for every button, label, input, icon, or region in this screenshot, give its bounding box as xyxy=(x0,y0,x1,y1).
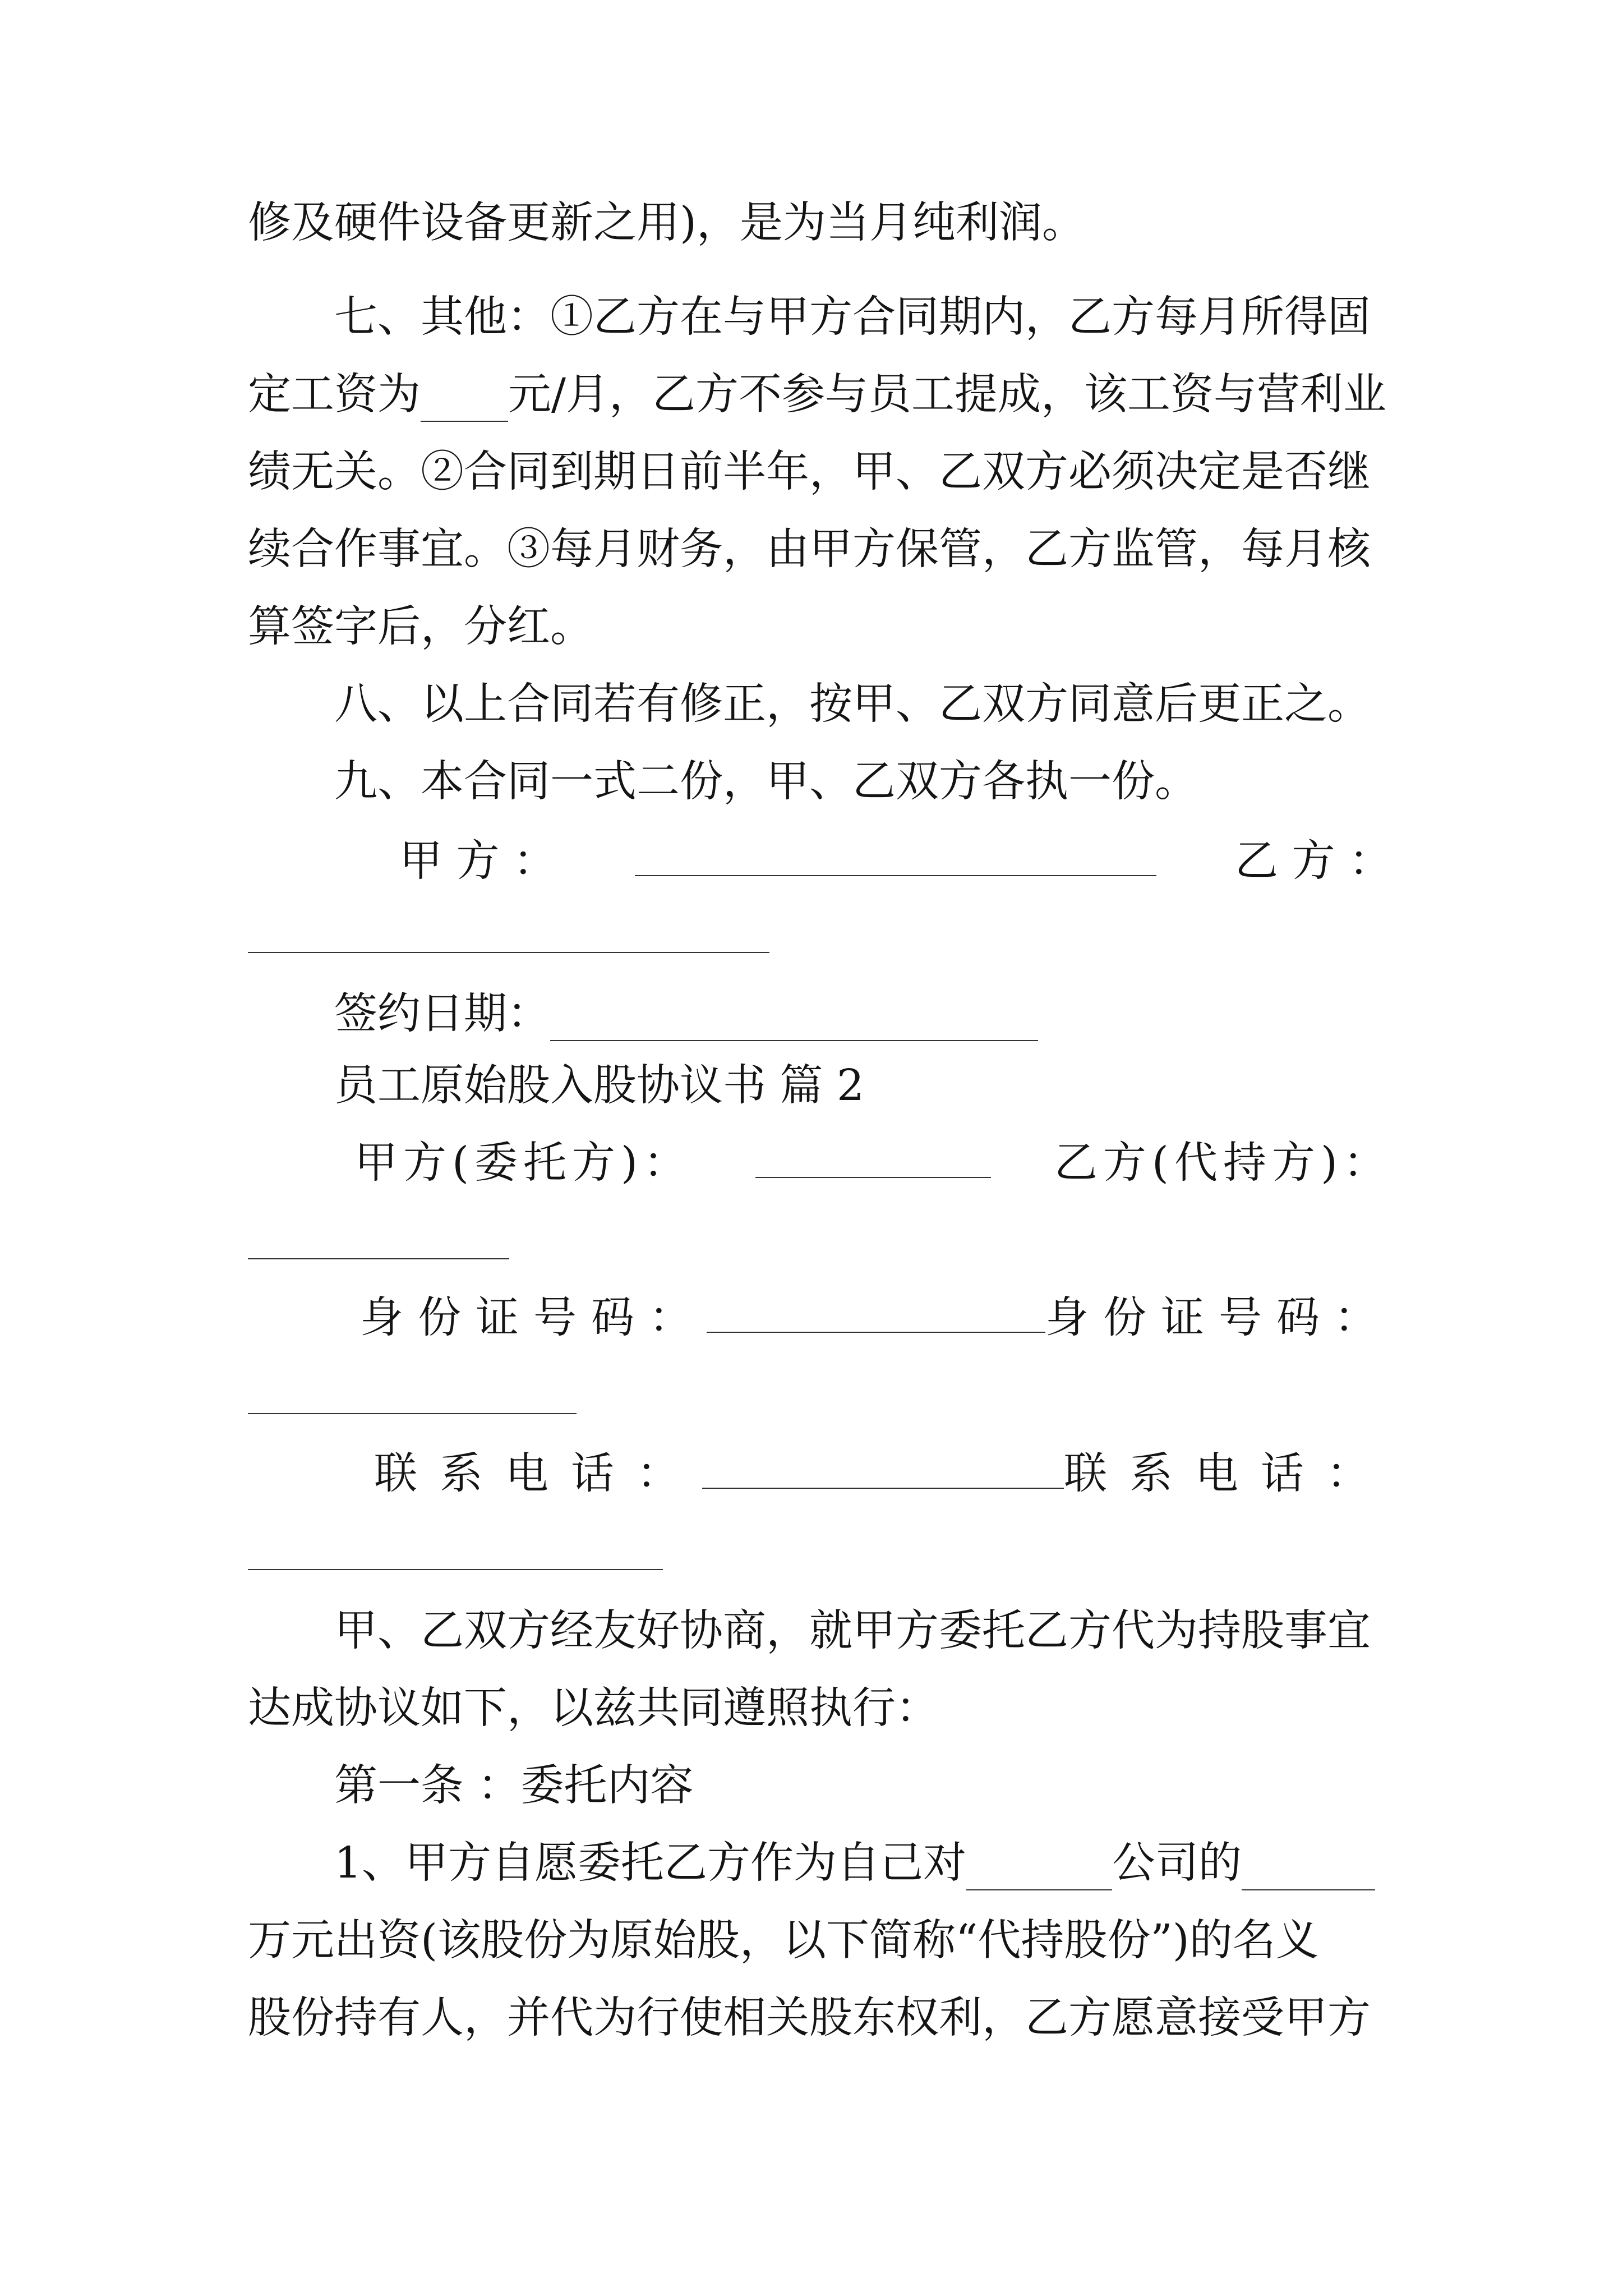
salary-blank xyxy=(421,369,508,422)
clause-7-text: 元/月，乙方不参与员工提成，该工资与营利业 xyxy=(508,370,1386,420)
paragraph-line: 修及硬件设备更新之用)，是为当月纯利润。 xyxy=(248,198,1086,248)
clause-7-line: 续合作事宜。③每月财务，由甲方保管，乙方监管，每月核 xyxy=(248,524,1371,574)
id-a-label: 身份证号码： xyxy=(360,1293,707,1343)
party-a-signature-label: 甲 方 ： xyxy=(399,836,556,886)
party-b-signature-line xyxy=(248,952,769,953)
clause-7-line: 七、其他：①乙方在与甲方合同期内，乙方每月所得固 xyxy=(334,292,1371,342)
party-row xyxy=(248,1138,1392,1189)
party-b-signature-label: 乙 方 ： xyxy=(1235,836,1392,886)
party-b-line xyxy=(248,1258,509,1259)
phone-a-label: 联系电话： xyxy=(374,1449,702,1499)
intro-line: 甲、乙双方经友好协商，就甲方委托乙方代为持股事宜 xyxy=(334,1606,1371,1656)
clause-7-line: 绩无关。②合同到期日前半年，甲、乙双方必须决定是否继 xyxy=(248,447,1371,497)
clause-7-text: 定工资为 xyxy=(248,370,421,420)
id-row xyxy=(248,1292,1392,1344)
clause-9: 九、本合同一式二份，甲、乙双方各执一份。 xyxy=(334,757,1198,807)
company-blank xyxy=(966,1838,1112,1890)
article-1-line xyxy=(334,1838,1375,1890)
phone-b-label: 联系电话： xyxy=(1064,1449,1392,1499)
id-a-line xyxy=(707,1292,1045,1333)
phone-b-line xyxy=(248,1569,663,1570)
article-1-line: 万元出资(该股份为原始股，以下简称“代持股份”)的名义 xyxy=(248,1916,1319,1966)
article-1-line: 股份持有人，并代为行使相关股东权利，乙方愿意接受甲方 xyxy=(248,1993,1371,2043)
signature-row xyxy=(248,836,1392,887)
id-b-label: 身份证号码： xyxy=(1045,1293,1392,1343)
sign-date-line xyxy=(550,988,1038,1041)
clause-8: 八、以上合同若有修正，按甲、乙双方同意后更正之。 xyxy=(334,679,1371,729)
article-1-text: 1、甲方自愿委托乙方作为自己对 xyxy=(334,1838,966,1888)
sign-date-row xyxy=(334,988,1038,1041)
section-heading: 员工原始股入股协议书 篇 2 xyxy=(334,1061,864,1111)
intro-line: 达成协议如下，以兹共同遵照执行： xyxy=(248,1683,939,1733)
id-b-line xyxy=(248,1413,577,1414)
party-b-label: 乙方(代持方)： xyxy=(1054,1138,1392,1188)
party-a-signature-line xyxy=(635,836,1156,876)
phone-row xyxy=(248,1448,1392,1500)
party-a-label: 甲方(委托方)： xyxy=(354,1138,693,1188)
sign-date-label: 签约日期： xyxy=(334,989,550,1039)
party-a-line xyxy=(755,1138,991,1178)
article-1-title: 第一条 ：委托内容 xyxy=(334,1761,694,1811)
phone-a-line xyxy=(702,1448,1064,1489)
amount-blank xyxy=(1242,1838,1375,1890)
clause-7-line: 算签字后，分红。 xyxy=(248,602,593,652)
clause-7-line xyxy=(248,369,1386,422)
article-1-text: 公司的 xyxy=(1112,1838,1242,1888)
